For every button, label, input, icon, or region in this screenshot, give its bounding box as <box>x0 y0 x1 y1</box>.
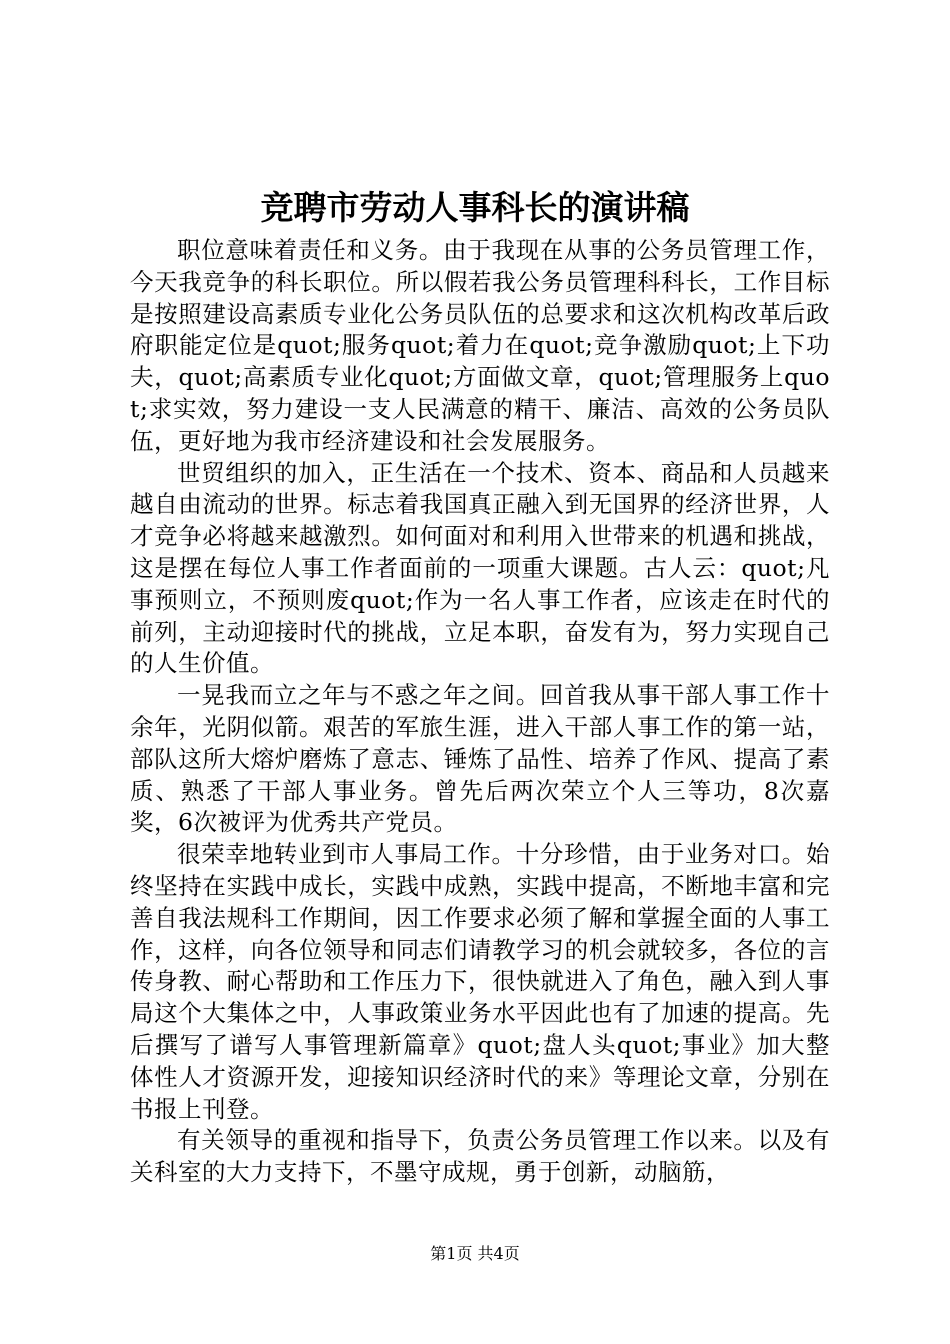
document-title: 竞聘市劳动人事科长的演讲稿 <box>260 188 690 227</box>
document-body <box>130 235 830 1189</box>
paragraph: 很荣幸地转业到市人事局工作。十分珍惜，由于业务对口。始终坚持在实践中成长，实践中成熟，实践中提高，不断地丰富和完善自我法规科工作期间，因工作要求必须了解和掌握全面的人事工作，这样，向各位领导和同志们请教学习的机会就较多，各位的言传身教、耐心帮助和工作压力下，很快就进入了角色，融入到人事局这个大集体之中，人事政策业务水平因此也有了加速的提高。先后撰写了谱写人事管理新篇章》quot;盘人头quot;事业》加大整体性人才资源开发，迎接知识经济时代的来》等理论文章，分别在书报上刊登。 <box>130 840 830 1123</box>
paragraph: 一晃我而立之年与不惑之年之间。回首我从事干部人事工作十余年，光阴似箭。艰苦的军旅生涯，进入干部人事工作的第一站，部队这所大熔炉磨炼了意志、锤炼了品性、培养了作风、提高了素质、熟悉了干部人事业务。曾先后两次荣立个人三等功，8次嘉奖，6次被评为优秀共产党员。 <box>130 681 830 837</box>
paragraph: 世贸组织的加入，正生活在一个技术、资本、商品和人员越来越自由流动的世界。标志着我国真正融入到无国界的经济世界，人才竞争必将越来越激烈。如何面对和利用入世带来的机遇和挑战，这是摆在每位人事工作者面前的一项重大课题。古人云：quot;凡事预则立，不预则废quot;作为一名人事工作者，应该走在时代的前列，主动迎接时代的挑战，立足本职，奋发有为，努力实现自己的人生价值。 <box>130 458 830 678</box>
page-number-footer: 第1页 共4页 <box>430 1244 520 1263</box>
paragraph: 有关领导的重视和指导下，负责公务员管理工作以来。以及有关科室的大力支持下，不墨守成规，勇于创新，动脑筋， <box>130 1126 830 1187</box>
paragraph: 职位意味着责任和义务。由于我现在从事的公务员管理工作，今天我竞争的科长职位。所以假若我公务员管理科科长，工作目标是按照建设高素质专业化公务员队伍的总要求和这次机构改革后政府职能定位是quot;服务quot;着力在quot;竞争激励quot;上下功夫，quot;高素质专业化quot;方面做文章，quot;管理服务上quot;求实效，努力建设一支人民满意的精干、廉洁、高效的公务员队伍，更好地为我市经济建设和社会发展服务。 <box>130 236 830 455</box>
